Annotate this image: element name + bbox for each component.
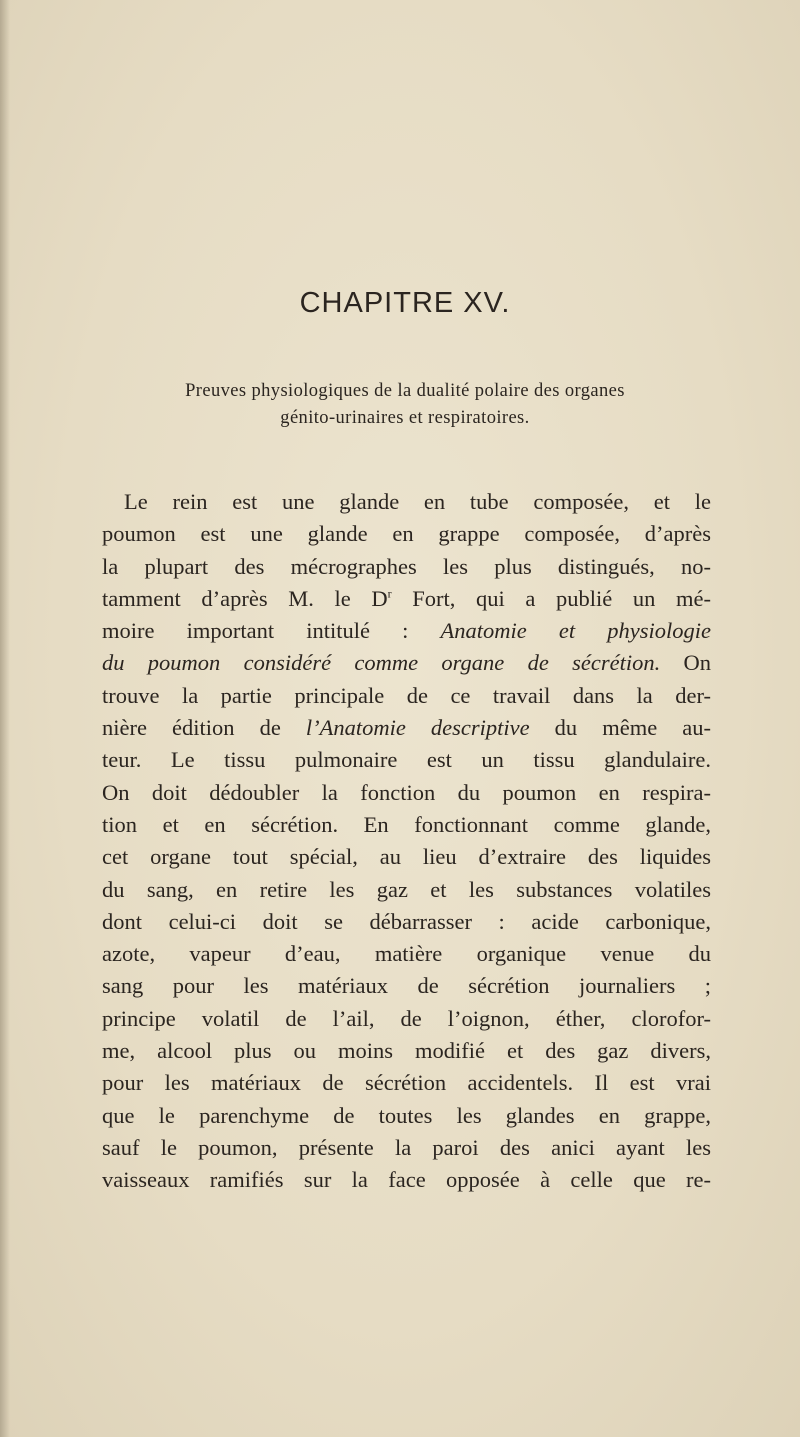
text-segment: Fort, qui a publié un mé- bbox=[391, 585, 711, 611]
text-line: azote, vapeur d’eau, matière organique venue du bbox=[102, 941, 711, 967]
text-line: sang pour les matériaux de sécrétion journaliers ; bbox=[102, 973, 711, 999]
text-segment: moire important intitulé : bbox=[102, 618, 441, 644]
text-line: trouve la partie principale de ce travail dans la der- bbox=[102, 682, 711, 708]
text-line bbox=[102, 615, 711, 647]
text-line: On doit dédoubler la fonction du poumon en respira- bbox=[102, 779, 711, 805]
body-paragraph bbox=[102, 486, 711, 1197]
text-line: me, alcool plus ou moins modifié et des gaz divers, bbox=[102, 1038, 711, 1064]
text-line: dont celui-ci doit se débarrasser : acide carbonique, bbox=[102, 908, 711, 934]
text-segment: du même au- bbox=[529, 715, 711, 741]
text-line: teur. Le tissu pulmonaire est un tissu glandulaire. bbox=[102, 747, 711, 773]
page-spine-shadow bbox=[0, 0, 10, 1437]
text-line: la plupart des mécrographes les plus distingués, no- bbox=[102, 553, 711, 579]
subtitle-line-2: génito-urinaires et respiratoires. bbox=[280, 408, 530, 428]
chapter-title: CHAPITRE XV. bbox=[299, 287, 511, 319]
text-segment: nière édition de bbox=[102, 715, 306, 741]
subtitle-line-1: Preuves physiologiques de la dualité polaire des organes bbox=[185, 381, 625, 401]
text-line bbox=[102, 712, 711, 744]
text-line: poumon est une glande en grappe composée, d’après bbox=[102, 521, 711, 547]
superscript: r bbox=[387, 586, 392, 601]
text-line: du sang, en retire les gaz et les substances volatiles bbox=[102, 876, 711, 902]
text-line: sauf le poumon, présente la paroi des anici ayant les bbox=[102, 1134, 711, 1160]
chapter-subtitle bbox=[100, 378, 710, 432]
italic-title: du poumon considéré comme organe de sécrétion. bbox=[102, 650, 661, 676]
text-line: Le rein est une glande en tube composée, et le bbox=[124, 489, 711, 514]
text-line: vaisseaux ramifiés sur la face opposée à celle que re- bbox=[102, 1167, 711, 1193]
text-segment: tamment d’après M. le D bbox=[102, 585, 388, 611]
text-line: principe volatil de l’ail, de l’oignon, éther, clorofor- bbox=[102, 1005, 711, 1031]
text-line: cet organe tout spécial, au lieu d’extraire des liquides bbox=[102, 844, 711, 870]
text-segment: On bbox=[660, 650, 711, 676]
text-line bbox=[102, 647, 711, 679]
text-line bbox=[102, 583, 711, 615]
text-line: que le parenchyme de toutes les glandes en grappe, bbox=[102, 1102, 711, 1128]
text-line: tion et en sécrétion. En fonctionnant comme glande, bbox=[102, 811, 711, 837]
text-line: pour les matériaux de sécrétion accidentels. Il est vrai bbox=[102, 1070, 711, 1096]
italic-title: l’Anatomie descriptive bbox=[305, 715, 530, 741]
italic-title: Anatomie et physiologie bbox=[440, 618, 711, 644]
